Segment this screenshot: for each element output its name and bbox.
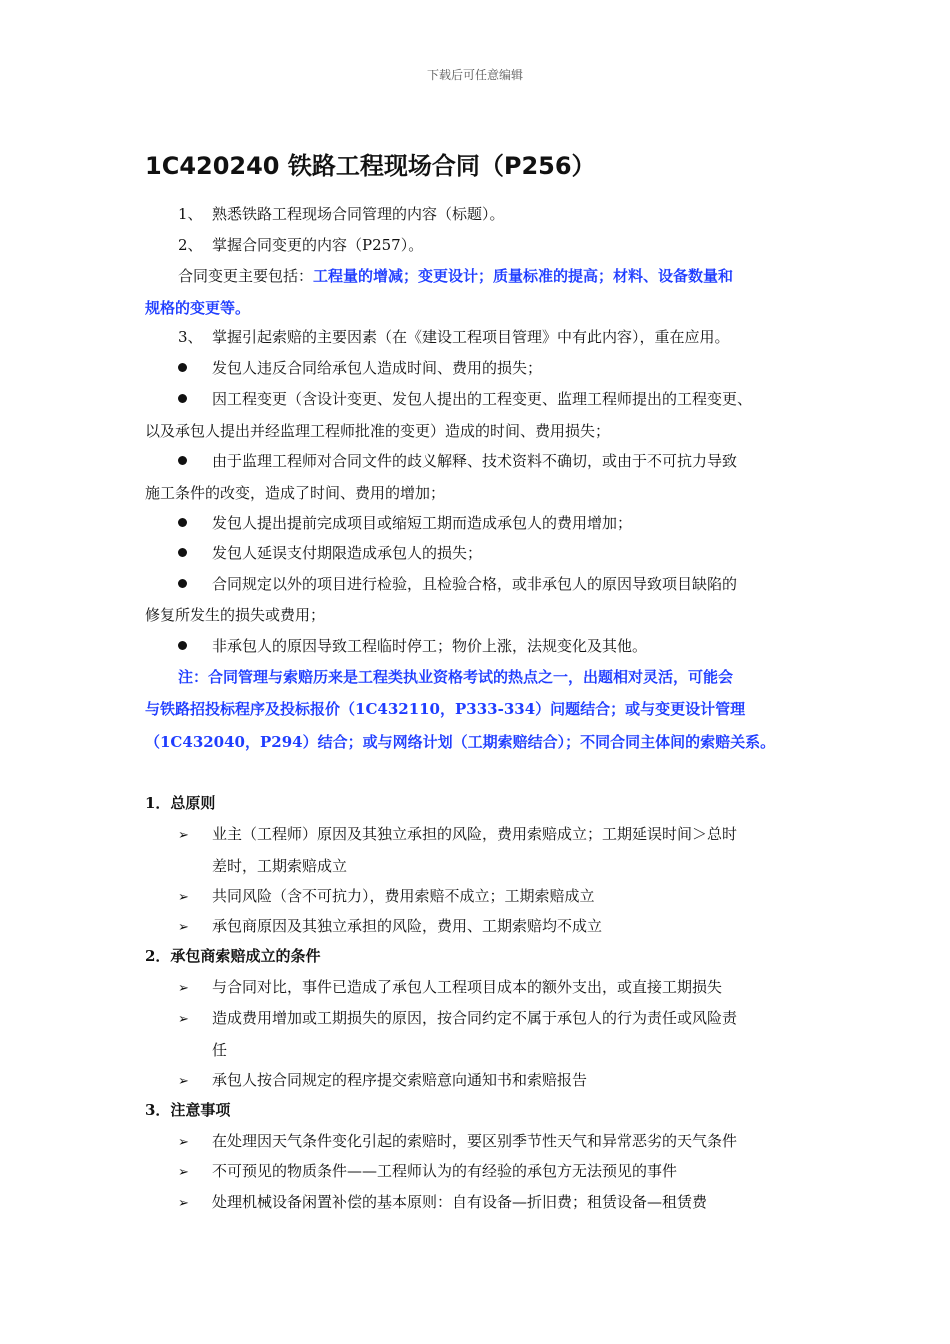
arrow-item <box>178 1161 677 1183</box>
arrow-icon: ➢ <box>178 1165 189 1180</box>
change-emphasis-cont: 规格的变更等。 <box>145 299 251 317</box>
list-item <box>178 327 730 347</box>
bullet-text: 非承包人的原因导致工程临时停工；物价上涨，法规变化及其他。 <box>212 637 648 655</box>
list-item <box>178 235 423 255</box>
change-emphasis: 工程量的增减；变更设计；质量标准的提高；材料、设备数量和 <box>313 267 734 285</box>
arrow-icon: ➢ <box>178 1135 189 1150</box>
item-text: 熟悉铁路工程现场合同管理的内容（标题）。 <box>212 205 505 223</box>
bullet-text: 合同规定以外的项目进行检验，且检验合格，或非承包人的原因导致项目缺陷的 <box>212 575 738 593</box>
arrow-item <box>178 1008 737 1030</box>
arrow-text: 共同风险（含不可抗力），费用索赔不成立；工期索赔成立 <box>212 887 595 905</box>
arrow-text-cont: 任 <box>212 1041 228 1059</box>
item-number: 1、 <box>178 205 203 223</box>
arrow-text: 不可预见的物质条件——工程师认为的有经验的承包方无法预见的事件 <box>212 1162 678 1180</box>
bullet-text: 由于监理工程师对合同文件的歧义解释、技术资料不确切，或由于不可抗力导致 <box>212 452 738 470</box>
bullet-item <box>178 358 542 378</box>
arrow-icon: ➢ <box>178 1012 189 1027</box>
note-line: 与铁路招投标程序及投标报价（1C432110，P333-334）问题结合；或与变更设计管理 <box>145 700 746 718</box>
bullet-dot-icon <box>178 456 187 465</box>
bullet-item <box>178 636 647 656</box>
arrow-item <box>178 916 602 938</box>
section-heading: 2．承包商索赔成立的条件 <box>145 947 321 965</box>
bullet-text: 因工程变更（含设计变更、发包人提出的工程变更、监理工程师提出的工程变更、 <box>212 390 753 408</box>
bullet-text-cont: 施工条件的改变，造成了时间、费用的增加； <box>145 484 446 502</box>
bullet-item <box>178 451 737 471</box>
bullet-dot-icon <box>178 518 187 527</box>
arrow-item <box>178 824 737 846</box>
arrow-text: 造成费用增加或工期损失的原因，按合同约定不属于承包人的行为责任或风险责 <box>212 1009 738 1027</box>
change-summary <box>178 266 733 286</box>
bullet-item <box>178 574 737 594</box>
document-title: 1C420240 铁路工程现场合同（P256） <box>145 152 596 180</box>
arrow-item <box>178 1192 707 1214</box>
section-heading: 1．总原则 <box>145 794 216 812</box>
arrow-icon: ➢ <box>178 920 189 935</box>
arrow-text: 与合同对比，事件已造成了承包人工程项目成本的额外支出，或直接工期损失 <box>212 978 723 996</box>
arrow-text: 在处理因天气条件变化引起的索赔时，要区别季节性天气和异常恶劣的天气条件 <box>212 1132 738 1150</box>
bullet-text: 发包人延误支付期限造成承包人的损失； <box>212 544 483 562</box>
arrow-icon: ➢ <box>178 828 189 843</box>
arrow-text: 业主（工程师）原因及其独立承担的风险，费用索赔成立；工期延误时间＞总时 <box>212 825 738 843</box>
arrow-icon: ➢ <box>178 890 189 905</box>
bullet-text: 发包人提出提前完成项目或缩短工期而造成承包人的费用增加； <box>212 514 633 532</box>
arrow-item <box>178 886 595 908</box>
arrow-icon: ➢ <box>178 1074 189 1089</box>
arrow-text: 处理机械设备闲置补偿的基本原则：自有设备—折旧费；租赁设备—租赁费 <box>212 1193 708 1211</box>
bullet-dot-icon <box>178 363 187 372</box>
item-number: 3、 <box>178 328 203 346</box>
bullet-dot-icon <box>178 641 187 650</box>
list-item <box>178 204 505 224</box>
arrow-item <box>178 977 722 999</box>
bullet-dot-icon <box>178 579 187 588</box>
arrow-icon: ➢ <box>178 1196 189 1211</box>
bullet-item <box>178 513 632 533</box>
bullet-text-cont: 修复所发生的损失或费用； <box>145 606 326 624</box>
note-line: 注：合同管理与索赔历来是工程类执业资格考试的热点之一，出题相对灵活，可能会 <box>178 668 734 686</box>
bullet-item <box>178 543 482 563</box>
bullet-item <box>178 389 752 409</box>
arrow-text: 承包商原因及其独立承担的风险，费用、工期索赔均不成立 <box>212 917 603 935</box>
change-lead: 合同变更主要包括： <box>178 267 314 285</box>
bullet-text: 发包人违反合同给承包人造成时间、费用的损失； <box>212 359 543 377</box>
bullet-dot-icon <box>178 394 187 403</box>
arrow-text-cont: 差时，工期索赔成立 <box>212 857 348 875</box>
bullet-text-cont: 以及承包人提出并经监理工程师批准的变更）造成的时间、费用损失； <box>145 422 611 440</box>
item-text: 掌握合同变更的内容（P257）。 <box>212 236 424 254</box>
item-number: 2、 <box>178 236 203 254</box>
arrow-item <box>178 1131 737 1153</box>
note-line: （1C432040，P294）结合；或与网络计划（工期索赔结合）；不同合同主体间的索赔关系。 <box>145 733 776 751</box>
item-text: 掌握引起索赔的主要因素（在《建设工程项目管理》中有此内容），重在应用。 <box>212 328 730 346</box>
bullet-dot-icon <box>178 548 187 557</box>
section-heading: 3．注意事项 <box>145 1101 231 1119</box>
arrow-icon: ➢ <box>178 981 189 996</box>
arrow-text: 承包人按合同规定的程序提交索赔意向通知书和索赔报告 <box>212 1071 588 1089</box>
arrow-item <box>178 1070 587 1092</box>
page-header: 下载后可任意编辑 <box>426 68 523 82</box>
